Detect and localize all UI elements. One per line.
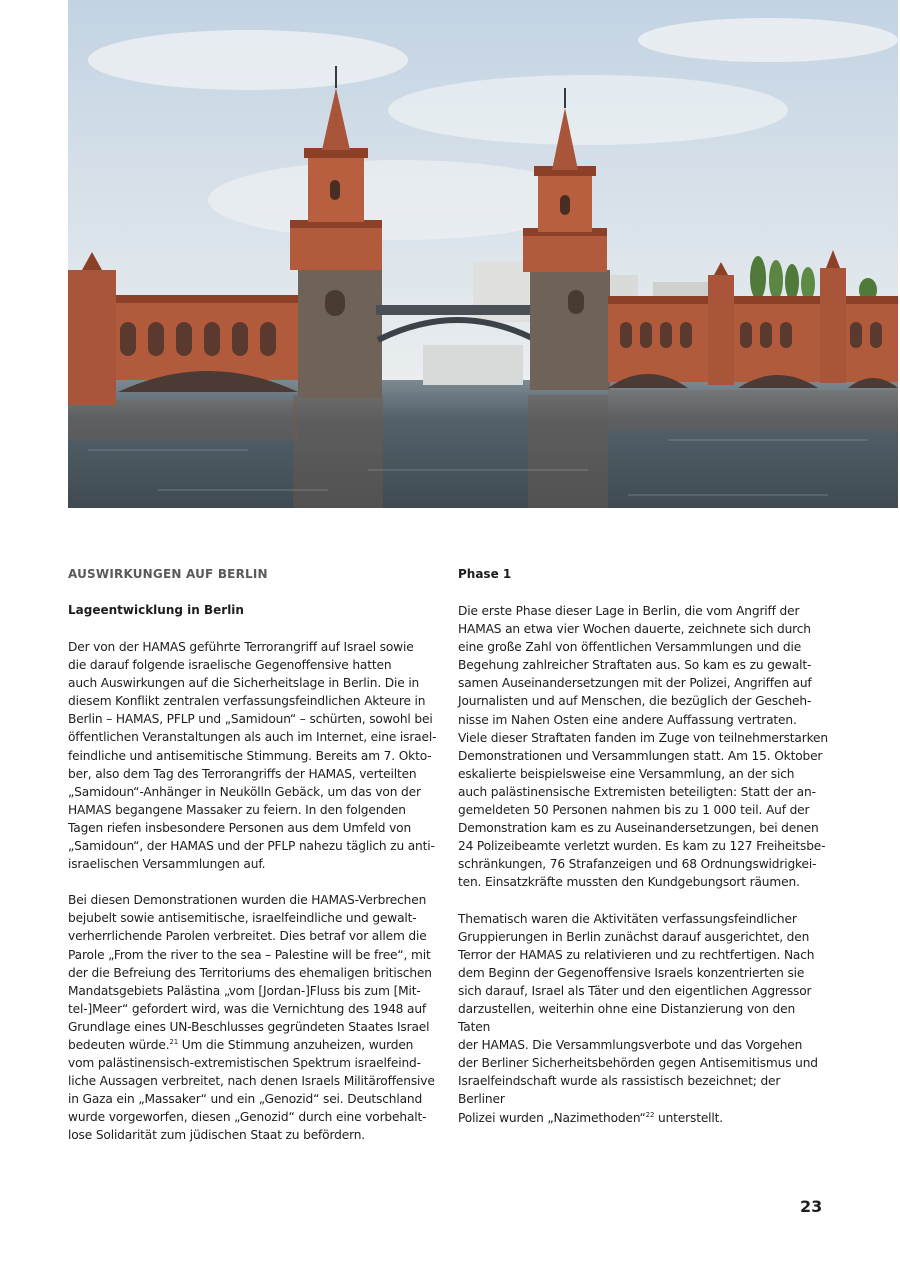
text-line: Die erste Phase dieser Lage in Berlin, die vom Angriff der bbox=[458, 604, 800, 618]
text-line: nisse im Nahen Osten eine andere Auffassung vertraten. bbox=[458, 712, 797, 727]
bridge-photo bbox=[68, 0, 898, 508]
text-line: liche Aussagen verbreitet, nach denen Israels Militäroffensive bbox=[68, 1074, 435, 1089]
text-line: Demonstrationen und Versammlungen statt. Am 15. Oktober bbox=[458, 748, 823, 763]
text-line: der die Befreiung des Territoriums des ehemaligen britischen bbox=[68, 965, 432, 980]
text-fragment: Um die Stimmung anzuheizen, wurden bbox=[178, 1037, 414, 1052]
text-line: in Gaza ein „Massaker“ und ein „Genozid“ sei. Deutschland bbox=[68, 1092, 423, 1107]
text-line: samen Auseinandersetzungen mit der Polizei, Angriffen auf bbox=[458, 676, 812, 691]
text-line: „Samidoun“, der HAMAS und der PFLP nahezu täglich zu anti- bbox=[68, 839, 435, 854]
paragraph-left-1 bbox=[68, 638, 440, 873]
text-line: Parole „From the river to the sea – Palestine will be free“, mit bbox=[68, 947, 431, 962]
text-line: Berlin – HAMAS, PFLP und „Samidoun“ – schürten, sowohl bei bbox=[68, 712, 433, 727]
text-line: schränkungen, 76 Strafanzeigen und 68 Ordnungswidrigkei- bbox=[458, 857, 817, 872]
text-line: feindliche und antisemitische Stimmung. Bereits am 7. Okto- bbox=[68, 748, 432, 763]
text-line: gemeldeten 50 Personen nahmen bis zu 1 000 teil. Auf der bbox=[458, 803, 810, 818]
text-line: vom palästinensisch-extremistischen Spektrum israelfeind- bbox=[68, 1056, 421, 1071]
text-line: „Samidoun“-Anhänger in Neukölln Gebäck, um das von der bbox=[68, 784, 421, 799]
section-kicker: AUSWIRKUNGEN AUF BERLIN bbox=[68, 567, 268, 581]
text-line: bejubelt sowie antisemitische, israelfeindliche und gewalt- bbox=[68, 911, 417, 926]
text-line: der Berliner Sicherheitsbehörden gegen Antisemitismus und bbox=[458, 1056, 818, 1071]
text-line: eskalierte beispielsweise eine Versammlung, an der sich bbox=[458, 766, 795, 781]
text-line: darzustellen, weiterhin ohne eine Distanzierung von den Taten bbox=[458, 1001, 796, 1035]
text-line: israelischen Versammlungen auf. bbox=[68, 857, 266, 872]
footnote-marker-21[interactable]: 21 bbox=[169, 1037, 179, 1046]
text-line: wurde vorgeworfen, diesen „Genozid“ durch eine vorbehalt- bbox=[68, 1110, 427, 1125]
text-line: Grundlage eines UN-Beschlusses gegründeten Staates Israel bbox=[68, 1019, 430, 1034]
text-line: Israelfeindschaft wurde als rassistisch bezeichnet; der Berliner bbox=[458, 1074, 781, 1107]
text-line: auch palästinensische Extremisten beteiligten: Statt der an- bbox=[458, 784, 816, 799]
text-line: ber, also dem Tag des Terrorangriffs der HAMAS, verteilten bbox=[68, 766, 417, 781]
right-column bbox=[458, 566, 830, 1145]
paragraph-right-2 bbox=[458, 910, 830, 1127]
text-line: Demonstration kam es zu Auseinandersetzungen, bei denen bbox=[458, 821, 819, 836]
phase-title: Phase 1 bbox=[458, 567, 512, 581]
text-line: Journalisten und auf Menschen, die bezüglich der Gescheh- bbox=[458, 694, 812, 709]
footnote-marker-22[interactable]: 22 bbox=[645, 1110, 655, 1119]
text-line: sich darauf, Israel als Täter und den eigentlichen Aggressor bbox=[458, 983, 812, 998]
text-fragment: Polizei wurden „Nazimethoden“ bbox=[458, 1110, 646, 1125]
text-line-with-footnote bbox=[68, 1036, 440, 1054]
text-line: lose Solidarität zum jüdischen Staat zu befördern. bbox=[68, 1128, 366, 1143]
text-line-with-footnote bbox=[458, 1109, 830, 1127]
text-line: eine große Zahl von öffentlichen Versammlungen und die bbox=[458, 640, 802, 655]
text-line: HAMAS an etwa vier Wochen dauerte, zeichnete sich durch bbox=[458, 622, 811, 637]
text-line: HAMAS begangene Massaker zu feiern. In den folgenden bbox=[68, 802, 406, 817]
text-line: tel-]Meer“ gefordert wird, was die Vernichtung des 1948 auf bbox=[68, 1001, 427, 1016]
page-number: 23 bbox=[800, 1197, 823, 1216]
text-line: die darauf folgende israelische Gegenoffensive hatten bbox=[68, 658, 392, 673]
text-line: Tagen riefen insbesondere Personen aus dem Umfeld von bbox=[68, 820, 412, 835]
paragraph-right-1 bbox=[458, 602, 830, 892]
text-line: öffentlichen Veranstaltungen als auch im Internet, eine israel- bbox=[68, 730, 437, 745]
text-line: ten. Einsatzkräfte mussten den Kundgebungsort räumen. bbox=[458, 875, 800, 890]
text-line: dem Beginn der Gegenoffensive Israels konzentrierten sie bbox=[458, 965, 805, 980]
text-line: diesem Konflikt zentralen verfassungsfeindlichen Akteure in bbox=[68, 694, 426, 709]
text-line: Gruppierungen in Berlin zunächst darauf ausgerichtet, den bbox=[458, 929, 810, 944]
left-column bbox=[68, 566, 440, 1163]
text-fragment: bedeuten würde. bbox=[68, 1037, 170, 1052]
text-line: der HAMAS. Die Versammlungsverbote und das Vorgehen bbox=[458, 1038, 803, 1053]
text-line: verherrlichende Parolen verbreitet. Dies betraf vor allem die bbox=[68, 929, 427, 944]
text-line: auch Auswirkungen auf die Sicherheitslage in Berlin. Die in bbox=[68, 676, 420, 691]
subsection-title: Lageentwicklung in Berlin bbox=[68, 603, 244, 617]
paragraph-left-2 bbox=[68, 891, 440, 1144]
text-fragment: unterstellt. bbox=[654, 1110, 723, 1125]
text-line: 24 Polizeibeamte verletzt wurden. Es kam zu 127 Freiheitsbe- bbox=[458, 839, 826, 854]
text-line: Der von der HAMAS geführte Terrorangriff auf Israel sowie bbox=[68, 640, 414, 654]
text-line: Mandatsgebiets Palästina „vom [Jordan-]Fluss bis zum [Mit- bbox=[68, 983, 421, 998]
text-line: Begehung zahlreicher Straftaten aus. So kam es zu gewalt- bbox=[458, 658, 812, 673]
text-line: Terror der HAMAS zu relativieren und zu rechtfertigen. Nach bbox=[458, 947, 815, 962]
text-line: Thematisch waren die Aktivitäten verfassungsfeindlicher bbox=[458, 911, 797, 926]
text-line: Viele dieser Straftaten fanden im Zuge von teilnehmerstarken bbox=[458, 730, 828, 745]
text-line: Bei diesen Demonstrationen wurden die HAMAS-Verbrechen bbox=[68, 893, 427, 908]
